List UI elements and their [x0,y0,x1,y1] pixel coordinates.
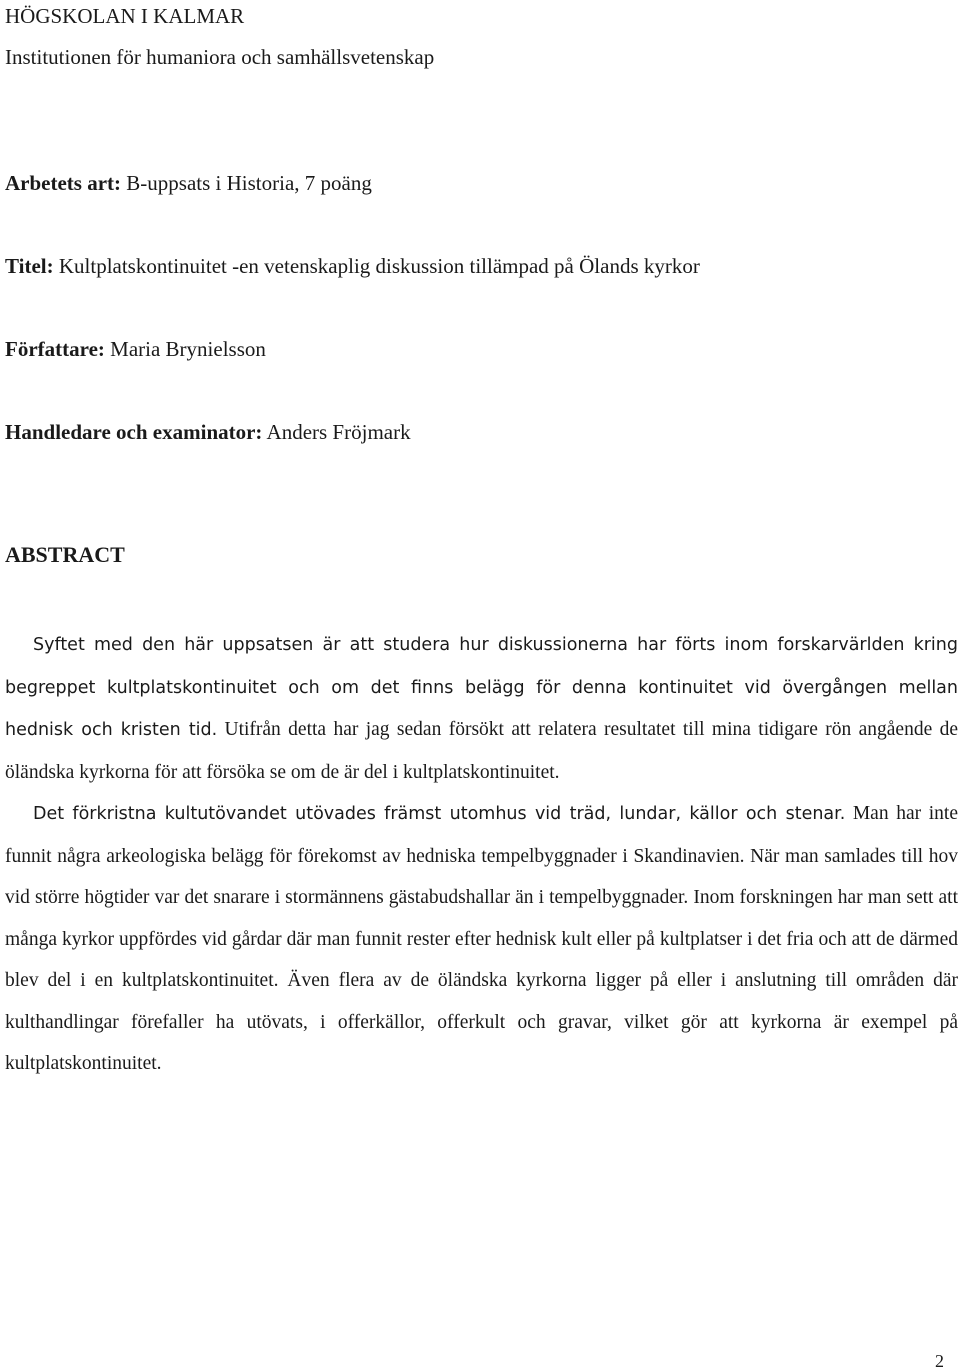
work-type-label: Arbetets art: [5,171,122,195]
supervisor-value: Anders Fröjmark [266,420,411,444]
abstract-heading: ABSTRACT [5,542,125,567]
title-value: Kultplatskontinuitet -en vetenskaplig diskussion tillämpad på Ölands kyrkor [58,254,700,278]
author-value: Maria Brynielsson [110,337,266,361]
title-label: Titel: [5,254,54,278]
institution-name: HÖGSKOLAN I KALMAR [5,4,245,28]
abstract-p2-part-a: Det förkristna kultutövandet utövades främst utomhus vid träd, lundar, källor och stenar. [33,804,846,824]
abstract-p1-part-a: Syftet med den här uppsatsen är att studera hur diskussionerna har förts inom forskarvärlden kring begreppet kultplatskontinuitet och om det finns belägg för denna kontinuitet vid övergången mellan hednisk och kristen tid. [5,635,958,740]
abstract-p1-part-b: Utifrån detta har jag sedan försökt att relatera resultatet till mina tidigare rön angående de öländska kyrkorna för att försöka se om de är del i kultplatskontinuitet. [5,719,959,783]
title-field [5,256,700,277]
page-number: 2 [935,1351,944,1371]
abstract-p2-part-b: Man har inte funnit några arkeologiska belägg för förekomst av hedniska tempelbyggnader i Skandinavien. När man samlades till hov vid större högtider var det snarare i stormännens gästabudshallar än i tempelbyggnader. Inom forskningen har man sett att många kyrkor uppfördes vid gårdar där man funnit rester efter hednisk kult eller på kultplatser i det fria och att de därmed blev del i en kultplatskontinuitet. Även flera av de öländska kyrkorna ligger på eller i anslutning till områden där kulthandlingar förefaller ha utövats, i offerkällor, offerkult och gravar, vilket gör att kyrkorna är exempel på kultplatskontinuitet. [5,803,958,1074]
author-field [5,339,266,360]
abstract-paragraph-1 [5,624,958,793]
work-type-value: B-uppsats i Historia, 7 poäng [126,171,372,195]
work-type-field [5,173,372,194]
supervisor-label: Handledare och examinator: [5,420,263,444]
department-name: Institutionen för humaniora och samhällsvetenskap [5,45,435,69]
author-label: Författare: [5,337,105,361]
abstract-paragraph-2 [5,793,958,1085]
supervisor-field [5,422,411,443]
abstract-body [5,624,958,1085]
